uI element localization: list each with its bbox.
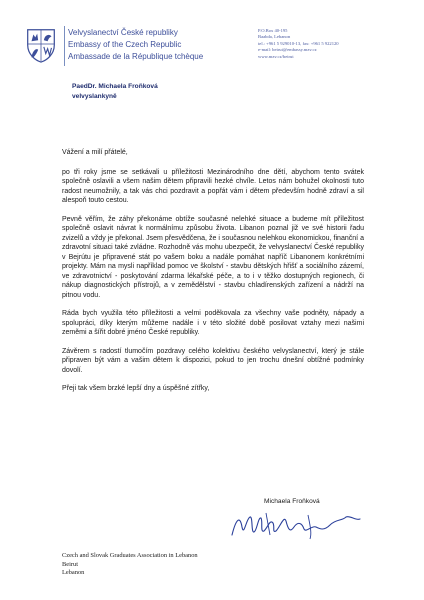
handwritten-signature	[226, 505, 366, 545]
embassy-contact-block	[258, 28, 339, 60]
paragraph-2: Pevně věřím, že záhy překonáme obtíže současné nelehké situace a budeme mít příležitost společně oslavit návrat k normálnímu způsobu života. Libanon poznal již ve své historii řadu zvizelů a vždy je překonal. Jsem přesvědčena, že i současnou nelehkou ekonomickou, finanční a zdravotní situaci také zvládne. Rozhodně vás mohu ubezpečit, že velvyslanectví České republiky v Bejrútu je připravené stát po vašem boku a nadále pomáhat napříč Libanonem konkrétními projekty. Mám na mysli například pomoc ve školství - stavbu dětských hřišť a sociálního zázemí, ve zdravotnictví - poskytování zdarma lékařské péče, a to i v těžko dostupných regionech, či nákup diagnostických přístrojů, a v zemědělství - stavbu chladírenských zařízení a nádrží na pitnou vodu.	[62, 215, 364, 299]
embassy-names	[68, 27, 203, 63]
address-pobox: P.O.Box 40-195	[258, 28, 288, 33]
recipient-organization: Czech and Slovak Graduates Association in Lebanon	[62, 552, 198, 559]
embassy-name-czech: Velvyslanectví České republiky	[68, 28, 178, 37]
recipient-country: Lebanon	[62, 569, 85, 577]
address-website: www.mzv.cz/beirut	[258, 53, 294, 59]
recipient-city: Beirut	[62, 560, 78, 568]
sender-block	[72, 82, 158, 102]
paragraph-3: Ráda bych využila této příležitosti a velmi poděkovala za všechny vaše podněty, nápady a spolupráci, díky kterým můžeme nadále i v této složité době posilovat vztahy mezi našimi zeměmi a šířit dobré jméno České republiky.	[62, 310, 364, 336]
sender-name: PaedDr. Michaela Froňková	[72, 83, 158, 90]
letterhead-divider	[64, 26, 65, 66]
czech-coat-of-arms-icon	[22, 26, 60, 64]
address-city: Baabda, Lebanon	[258, 34, 291, 40]
address-phone: tel.: +961 5 929010-13, fax: +961 5 922120	[258, 40, 339, 46]
paragraph-1: po tři roky jsme se setkávali u příležitosti Mezinárodního dne dětí, abychom tento svátek společně oslavili a všem našim dětem připravili hezké chvíle. Letos nám bohužel okolnosti tuto radost neumožnily, a tak vás chci pozdravit a popřát vám i dětem především hodně zdraví a sil alespoň touto cestou.	[62, 168, 364, 204]
sender-title: velvyslankyně	[72, 93, 117, 100]
embassy-name-french: Ambassade de la République tchèque	[68, 52, 204, 61]
recipient-address	[62, 552, 198, 578]
embassy-name-english: Embassy of the Czech Republic	[68, 40, 182, 49]
greeting: Vážení a milí přátelé,	[62, 149, 128, 156]
signatory-name: Michaela Froňková	[264, 498, 320, 505]
closing-line: Přeji tak všem brzké lepší dny a úspěšné zítřky,	[62, 385, 210, 392]
letter-body	[62, 148, 364, 403]
paragraph-4: Závěrem s radostí tlumočím pozdravy celého kolektivu českého velvyslanectví, který je stále připraven být vám a vašim dětem k dispozici, pokud to jen trochu dnešní obtížné podmínky dovolí.	[62, 347, 364, 374]
address-email: e-mail: beirut@embassy.mzv.cz	[258, 47, 317, 53]
